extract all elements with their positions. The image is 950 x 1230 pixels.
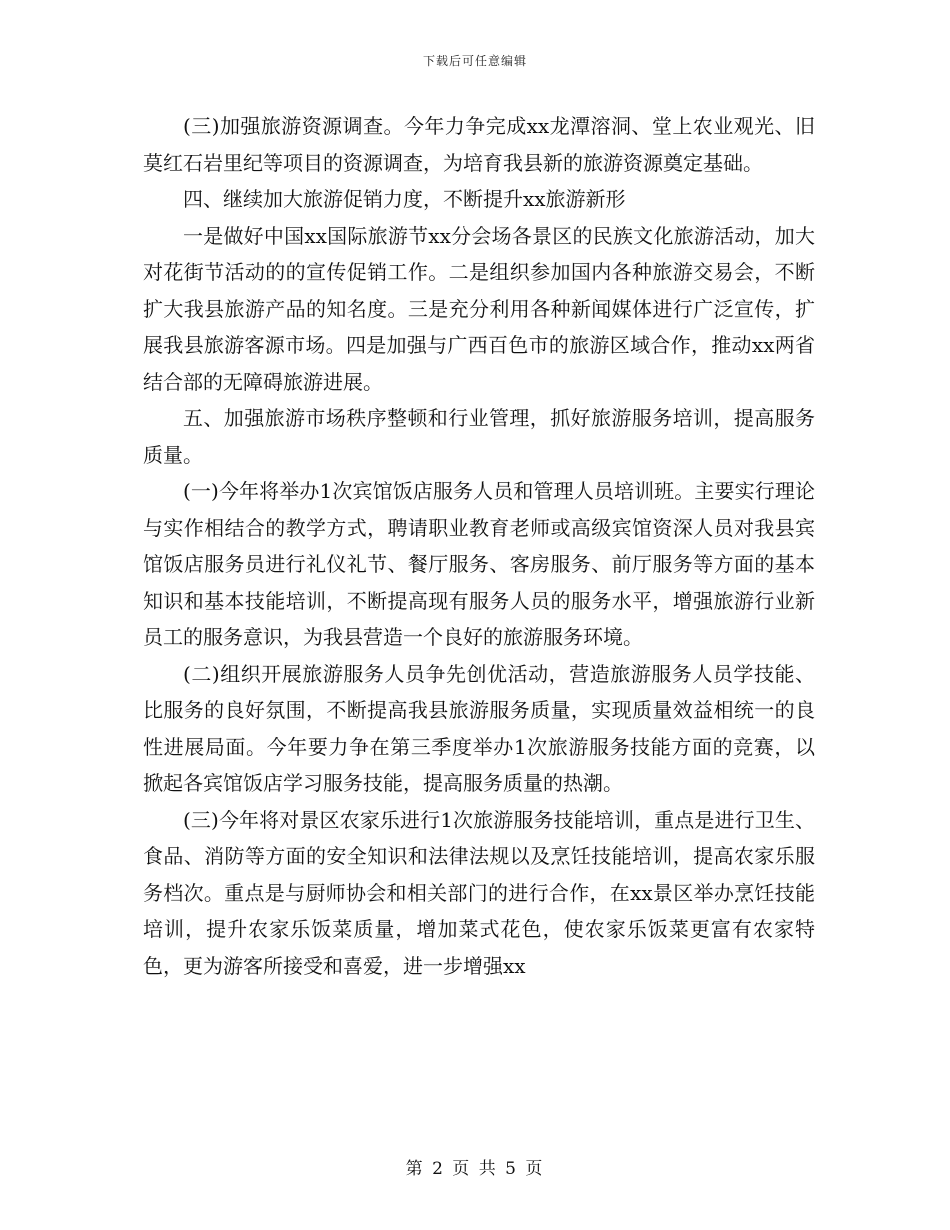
page-header: 下载后可任意编辑 <box>422 54 527 68</box>
section-heading: 四、继续加大旅游促销力度，不断提升xx旅游新形 <box>183 187 626 211</box>
section-heading: 五、加强旅游市场秩序整顿和行业管理，抓好旅游服务培训，提高服务质量。 <box>143 406 815 467</box>
paragraph: (二)组织开展旅游服务人员争先创优活动，营造旅游服务人员学技能、比服务的良好氛围，不断提高我县旅游服务质量，实现质量效益相统一的良性进展局面。今年要力争在第三季度举办1次旅游服务技能方面的竞赛，以掀起各宾馆饭店学习服务技能，提高服务质量的热潮。 <box>143 661 815 795</box>
paragraph: (三)加强旅游资源调查。今年力争完成xx龙潭溶洞、堂上农业观光、旧莫红石岩里纪等项目的资源调查，为培育我县新的旅游资源奠定基础。 <box>143 114 815 175</box>
page-number: 第 2 页 共 5 页 <box>405 1159 545 1179</box>
document-body <box>143 108 815 984</box>
paragraph: (一)今年将举办1次宾馆饭店服务人员和管理人员培训班。主要实行理论与实作相结合的教学方式，聘请职业教育老师或高级宾馆资深人员对我县宾馆饭店服务员进行礼仪礼节、餐厅服务、客房服务、前厅服务等方面的基本知识和基本技能培训，不断提高现有服务人员的服务水平，增强旅游行业新员工的服务意识，为我县营造一个良好的旅游服务环境。 <box>143 479 815 649</box>
paragraph: (三)今年将对景区农家乐进行1次旅游服务技能培训，重点是进行卫生、食品、消防等方面的安全知识和法律法规以及烹饪技能培训，提高农家乐服务档次。重点是与厨师协会和相关部门的进行合作，在xx景区举办烹饪技能培训，提升农家乐饭菜质量，增加菜式花色，使农家乐饭菜更富有农家特色，更为游客所接受和喜爱，进一步增强xx <box>143 807 815 978</box>
paragraph: 一是做好中国xx国际旅游节xx分会场各景区的民族文化旅游活动，加大对花街节活动的的宣传促销工作。二是组织参加国内各种旅游交易会，不断扩大我县旅游产品的知名度。三是充分利用各种新闻媒体进行广泛宣传，扩展我县旅游客源市场。四是加强与广西百色市的旅游区域合作，推动xx两省结合部的无障碍旅游进展。 <box>143 223 815 394</box>
